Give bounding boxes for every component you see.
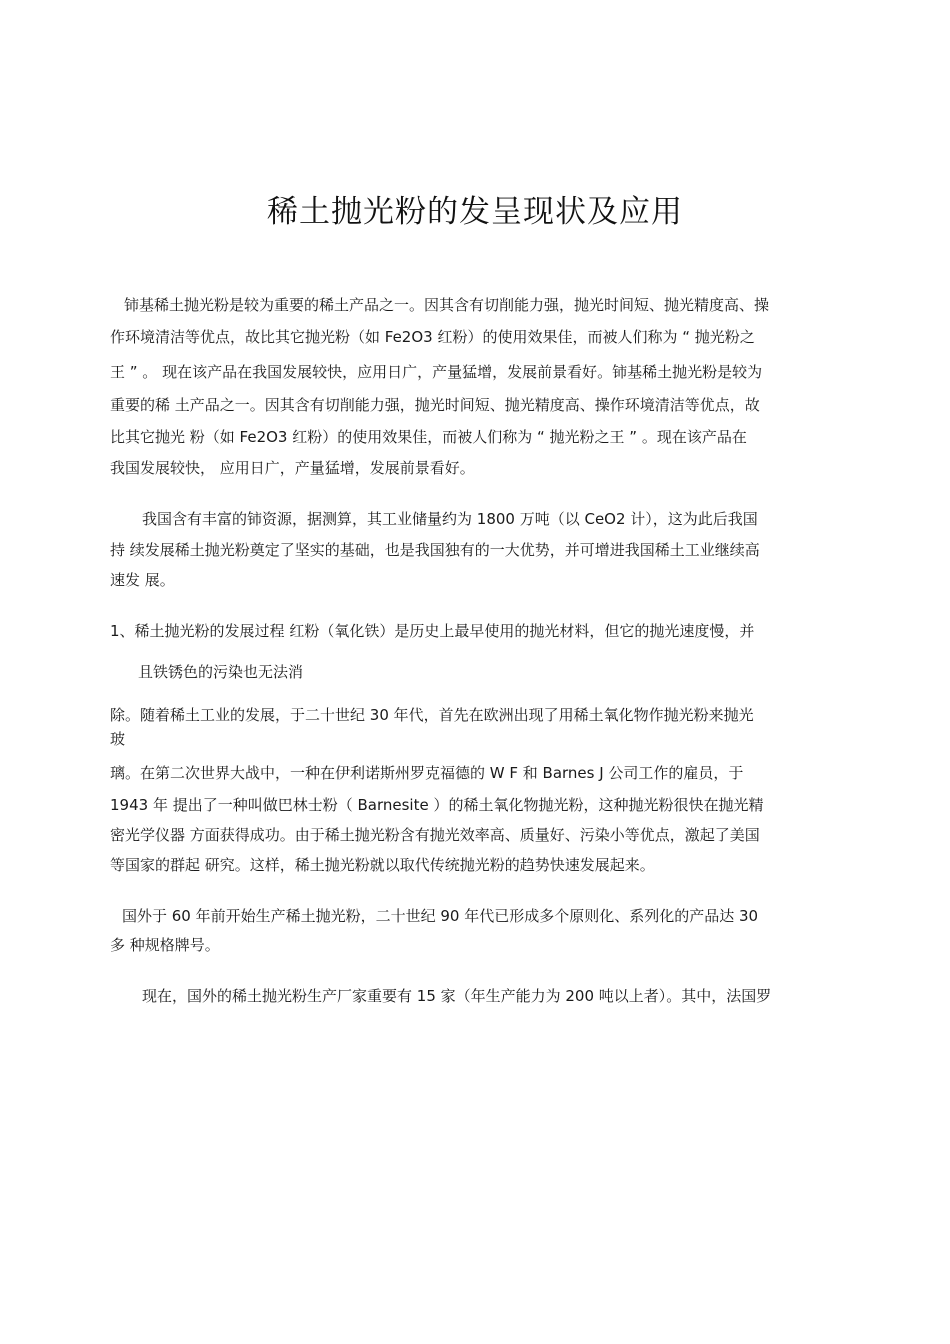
text-line: 璃。在第二次世界大战中，一种在伊利诺斯州罗克福德的 W F 和 Barnes J 公司工作的雇员，于: [110, 764, 744, 782]
text-line: 等国家的群起 研究。这样，稀土抛光粉就以取代传统抛光粉的趋势快速发展起来。: [110, 856, 655, 874]
text-line: 作环境清洁等优点，故比其它抛光粉（如 Fe2O3 红粉）的使用效果佳，而被人们称为 “ 抛光粉之: [110, 328, 755, 346]
text-line: 铈基稀土抛光粉是较为重要的稀土产品之一。因其含有切削能力强，抛光时间短、抛光精度高、操: [124, 296, 770, 314]
text-line: 1、稀土抛光粉的发展过程 红粉（氧化铁）是历史上最早使用的抛光材料，但它的抛光速度慢，并: [110, 622, 755, 640]
text-line: 多 种规格牌号。: [110, 936, 220, 954]
text-line: 比其它抛光 粉（如 Fe2O3 红粉）的使用效果佳，而被人们称为 “ 抛光粉之王 ” 。现在该产品在: [110, 428, 747, 446]
text-line: 密光学仪器 方面获得成功。由于稀土抛光粉含有抛光效率高、质量好、污染小等优点，激起了美国: [110, 826, 760, 844]
text-line: 国外于 60 年前开始生产稀土抛光粉，二十世纪 90 年代已形成多个原则化、系列化的产品达 30: [122, 907, 759, 925]
text-line: 我国含有丰富的铈资源，据测算，其工业储量约为 1800 万吨（以 CeO2 计），这为此后我国: [142, 510, 758, 528]
text-line: 1943 年 提出了一种叫做巴林士粉（ Barnesite ）的稀土氧化物抛光粉，这种抛光粉很快在抛光精: [110, 796, 764, 814]
text-line: 玻: [110, 730, 126, 748]
text-line: 且铁锈色的污染也无法消: [138, 663, 304, 681]
document-title: 稀土抛光粉的发呈现状及应用: [267, 194, 683, 230]
text-line: 我国发展较快， 应用日广，产量猛增，发展前景看好。: [110, 459, 475, 477]
text-line: 重要的稀 土产品之一。因其含有切削能力强，抛光时间短、抛光精度高、操作环境清洁等优点，故: [110, 396, 760, 414]
text-line: 现在，国外的稀土抛光粉生产厂家重要有 15 家（年生产能力为 200 吨以上者）。其中，法国罗: [142, 987, 772, 1005]
text-line: 速发 展。: [110, 571, 175, 589]
text-line: 持 续发展稀土抛光粉奠定了坚实的基础，也是我国独有的一大优势，并可增进我国稀土工业继续高: [110, 541, 760, 559]
text-line: 王 ” 。 现在该产品在我国发展较快，应用日广，产量猛增，发展前景看好。铈基稀土抛光粉是较为: [110, 363, 763, 381]
text-line: 除。随着稀土工业的发展，于二十世纪 30 年代，首先在欧洲出现了用稀土氧化物作抛光粉来抛光: [110, 706, 754, 724]
